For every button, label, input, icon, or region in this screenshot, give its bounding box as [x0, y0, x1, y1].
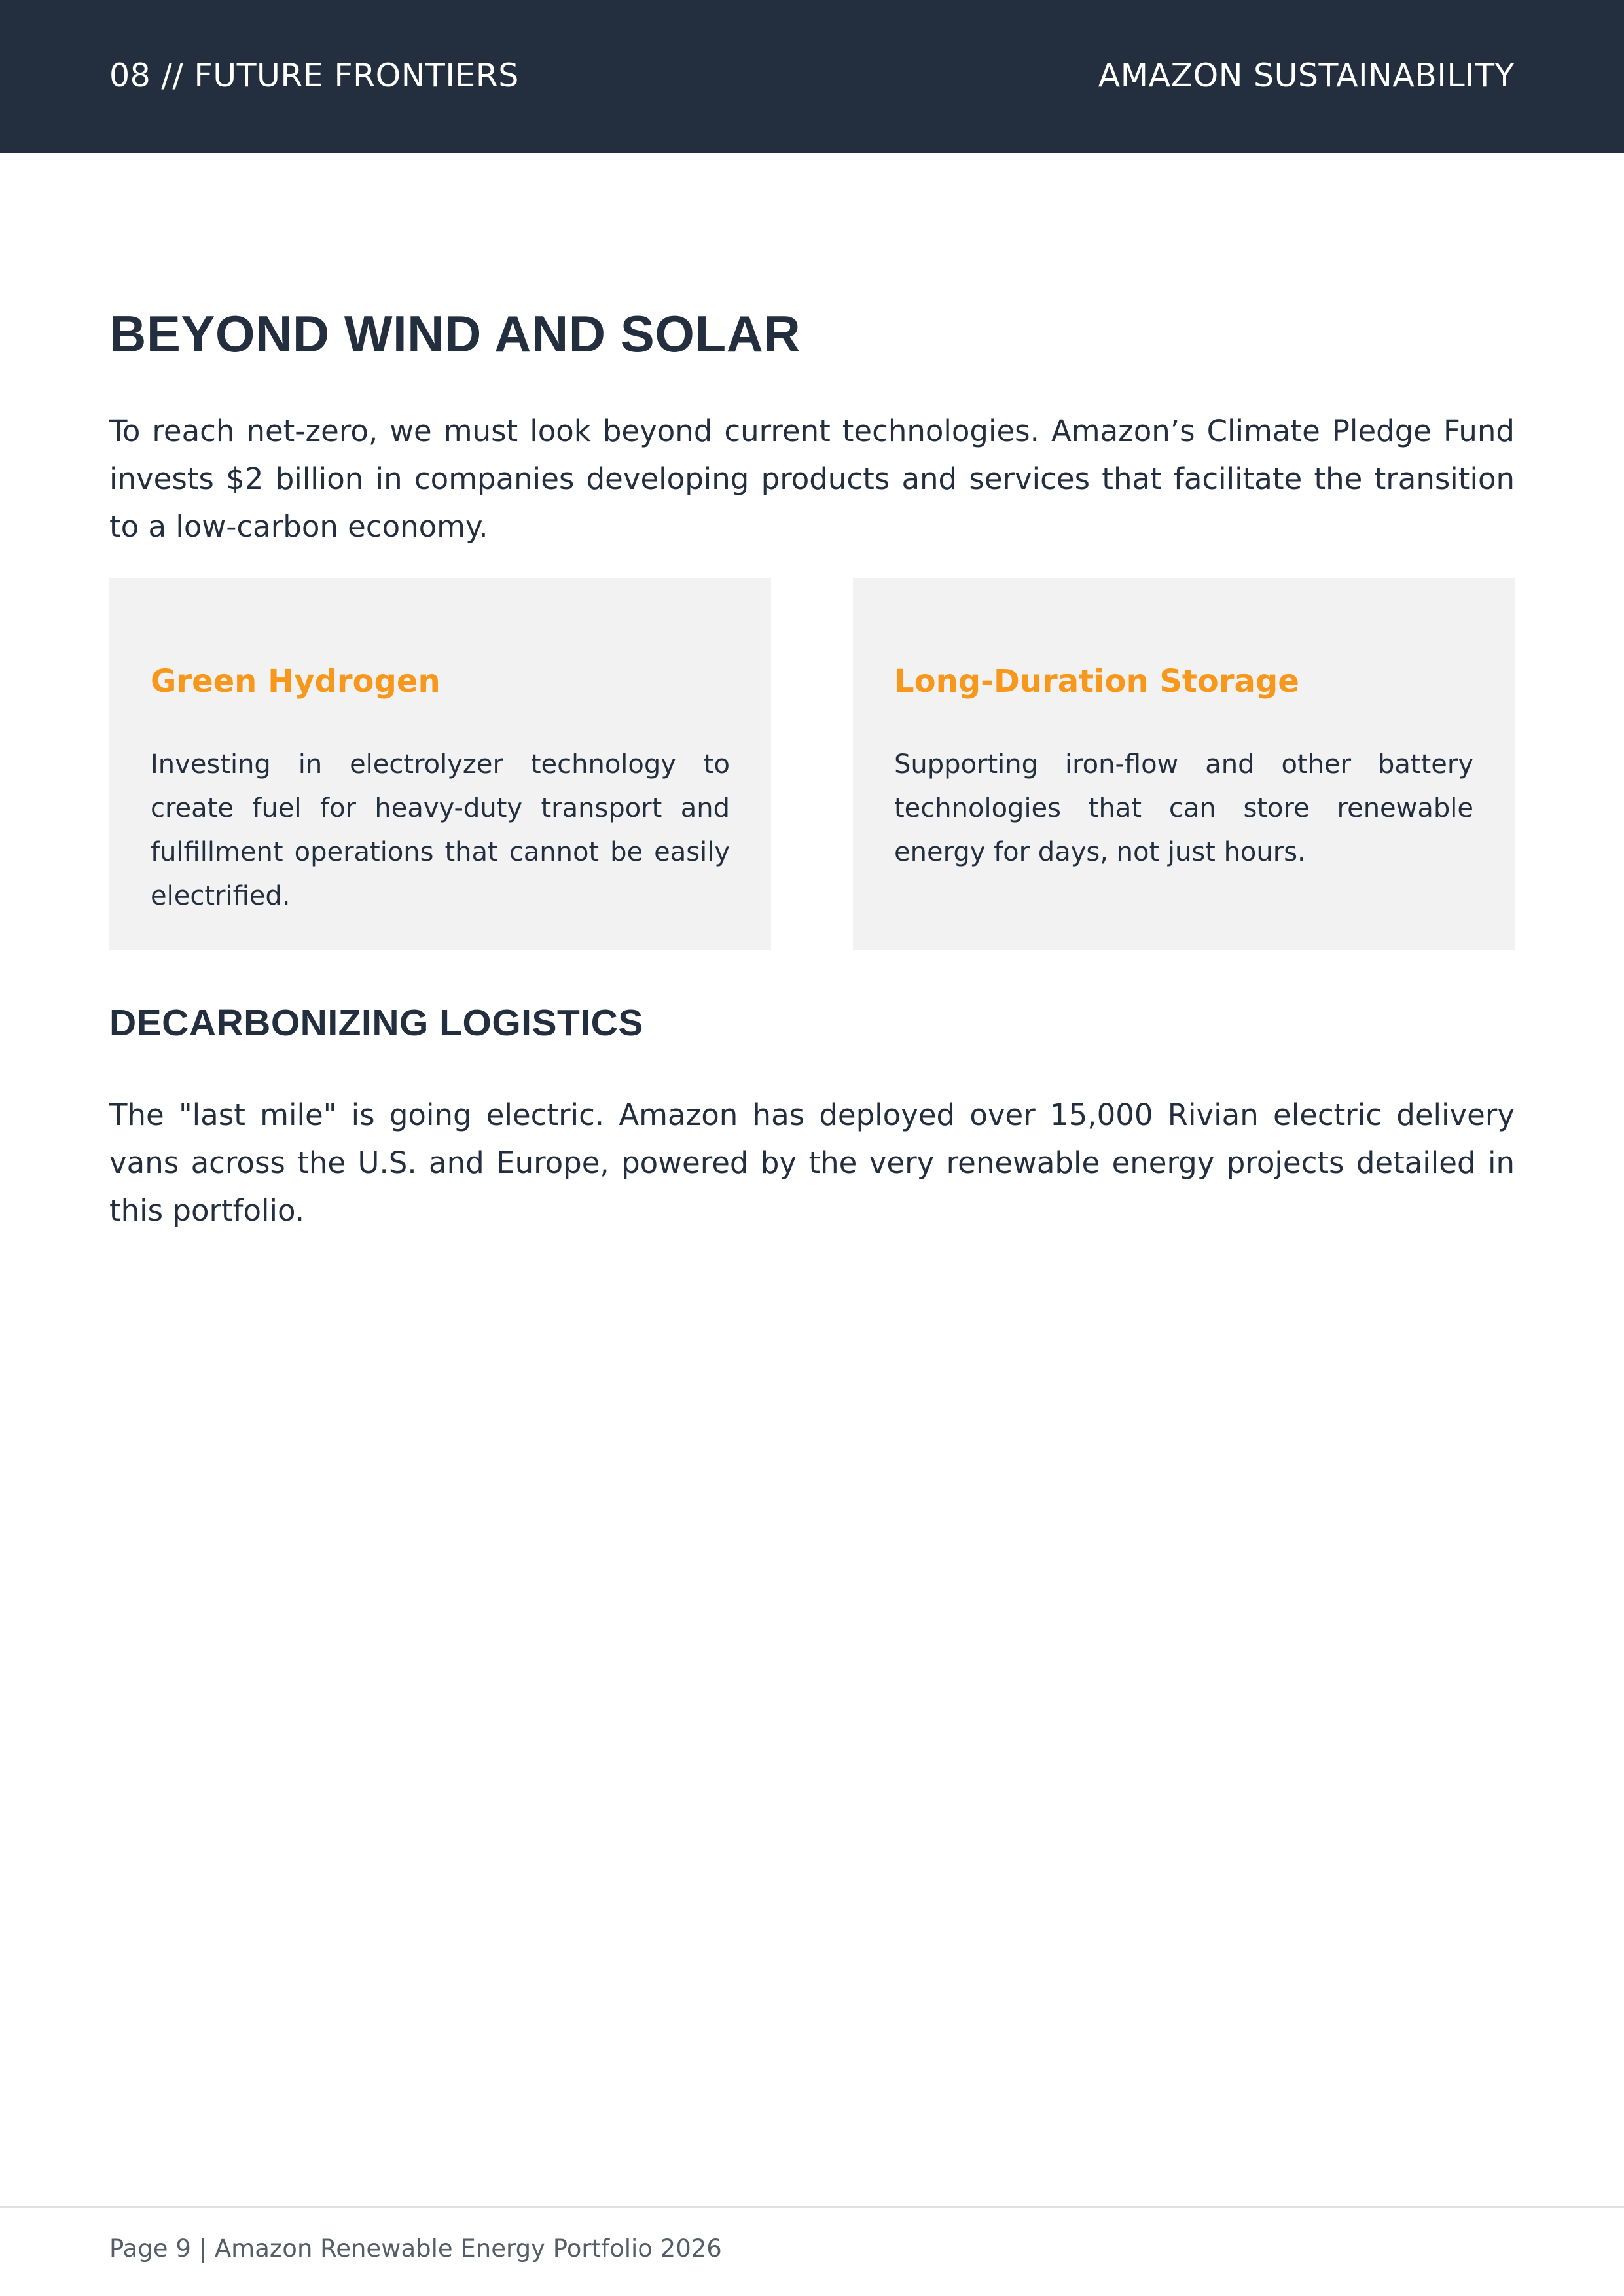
page-header	[0, 0, 1624, 153]
section-paragraph: The "last mile" is going electric. Amazon has deployed over 15,000 Rivian electric delivery vans across the U.S. and Europe, powered by the very renewable energy projects detailed in this portfolio.	[109, 1098, 1515, 1228]
card-green-hydrogen	[109, 578, 771, 950]
section-label: 08 // FUTURE FRONTIERS	[109, 57, 519, 94]
card-title: Long-Duration Storage	[894, 663, 1299, 700]
footer-divider	[0, 2206, 1624, 2208]
page-footer: Page 9 | Amazon Renewable Energy Portfolio 2026	[109, 2234, 722, 2263]
brand-label: AMAZON SUSTAINABILITY	[1098, 57, 1515, 94]
card-title: Green Hydrogen	[151, 663, 441, 700]
card-long-duration-storage	[853, 578, 1515, 950]
page-title: BEYOND WIND AND SOLAR	[109, 305, 801, 363]
section-title: DECARBONIZING LOGISTICS	[109, 1002, 643, 1044]
card-text: Investing in electrolyzer technology to create fuel for heavy-duty transport and fulfillment operations that cannot be easily electrified.	[151, 749, 730, 911]
card-text: Supporting iron-flow and other battery technologies that can store renewable energy for days, not just hours.	[894, 749, 1473, 867]
intro-paragraph: To reach net-zero, we must look beyond current technologies. Amazon’s Climate Pledge Fund invests $2 billion in companies developing products and services that facilitate the transition to a low-carbon economy.	[109, 414, 1515, 544]
